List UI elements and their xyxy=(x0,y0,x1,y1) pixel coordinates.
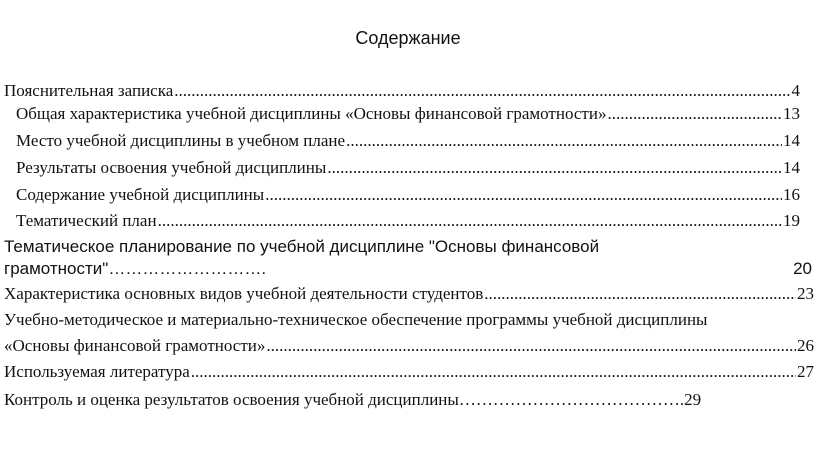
toc-entry-label: Тематический план xyxy=(16,211,157,230)
toc-entry-page: 14 xyxy=(783,158,800,177)
toc-entry-label-line2: «Основы финансовой грамотности» xyxy=(4,336,266,355)
toc-leader-dots xyxy=(484,283,796,305)
toc-entry-thematic-planning[interactable] xyxy=(4,236,816,280)
page-title: Содержание xyxy=(355,28,461,48)
toc-entry-discipline-content[interactable] xyxy=(16,184,800,206)
toc-entry-label: Общая характеристика учебной дисциплины «Основы финансовой грамотности» xyxy=(16,104,607,123)
toc-entry-page: .29 xyxy=(679,390,702,409)
toc-entry-explanatory-note[interactable] xyxy=(4,80,800,102)
toc-leader-dots xyxy=(327,157,782,179)
toc-entry-learning-results[interactable] xyxy=(16,157,800,179)
toc-leader-dots xyxy=(158,210,782,232)
toc-entry-methodological-support[interactable] xyxy=(4,309,814,353)
toc-entry-page: 13 xyxy=(783,104,800,123)
toc-leader-dots xyxy=(265,184,782,206)
toc-leader-dots xyxy=(191,361,796,383)
toc-entry-label: Характеристика основных видов учебной деятельности студентов xyxy=(4,284,484,303)
toc-entry-label: Контроль и оценка результатов освоения учебной дисциплины………………………………… xyxy=(4,390,680,409)
toc-entry-label: Результаты освоения учебной дисциплины xyxy=(16,158,327,177)
toc-entry-thematic-plan[interactable] xyxy=(16,210,800,232)
toc-entry-references[interactable] xyxy=(4,361,814,383)
toc-leader-dots xyxy=(174,80,790,102)
toc-entry-label-line2: грамотности"………………………. xyxy=(4,259,267,278)
toc-entry-page: 20 xyxy=(793,259,812,278)
toc-leader-dots xyxy=(346,130,782,152)
toc-entry-label: Содержание учебной дисциплины xyxy=(16,185,265,204)
toc-entry-place-in-curriculum[interactable] xyxy=(16,130,800,152)
toc-entry-label: Место учебной дисциплины в учебном плане xyxy=(16,131,346,150)
toc-leader-dots xyxy=(607,103,782,125)
toc-leader-dots xyxy=(266,335,796,357)
toc-entry-page: 14 xyxy=(783,131,800,150)
toc-entry-label: Пояснительная записка xyxy=(4,81,174,100)
toc-entry-general-characteristics[interactable] xyxy=(16,103,800,125)
toc-entry-label: Используемая литература xyxy=(4,362,190,381)
toc-entry-page: 27 xyxy=(797,362,814,381)
toc-entry-page: 23 xyxy=(797,284,814,303)
toc-entry-page: 26 xyxy=(797,336,814,355)
toc-entry-student-activities[interactable] xyxy=(4,283,814,305)
toc-entry-page: 16 xyxy=(783,185,800,204)
toc-entry-label-line1: Тематическое планирование по учебной дисциплине "Основы финансовой xyxy=(4,237,600,256)
toc-entry-label-line1: Учебно-методическое и материально-техническое обеспечение программы учебной дисциплины xyxy=(4,310,708,329)
toc-entry-assessment[interactable] xyxy=(4,389,814,411)
toc-entry-page: 4 xyxy=(791,81,800,100)
toc-entry-page: 19 xyxy=(783,211,800,230)
